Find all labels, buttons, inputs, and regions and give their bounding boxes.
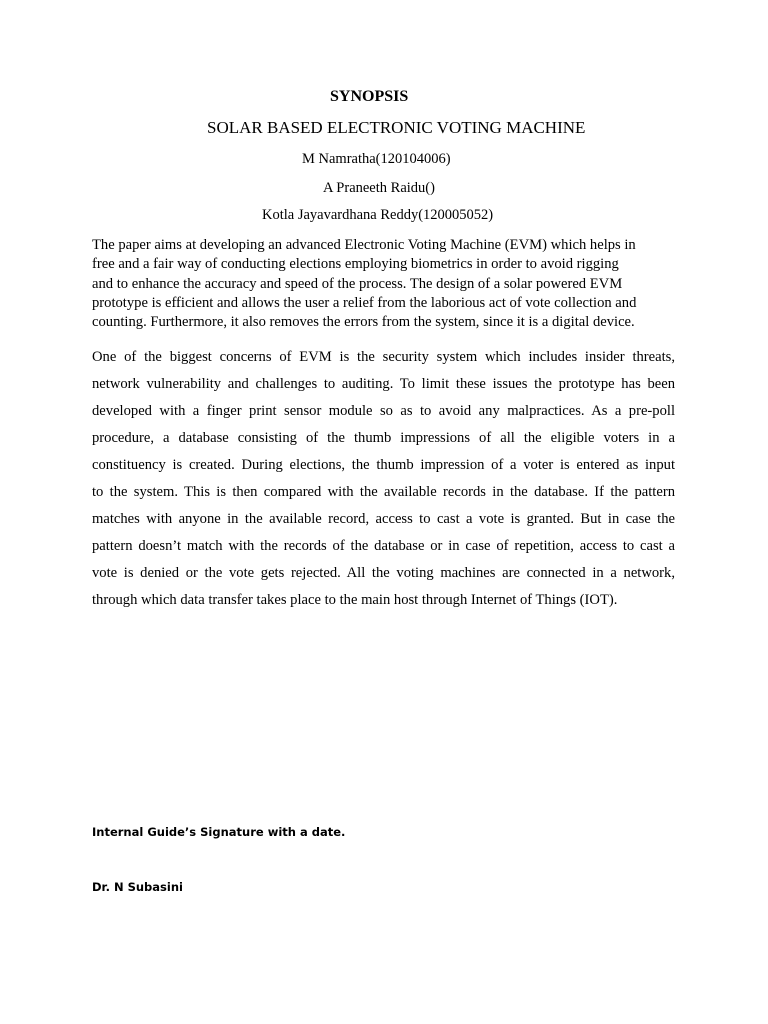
abstract-line: and to enhance the accuracy and speed of the process. The design of a solar powered EVM bbox=[92, 275, 623, 292]
document-heading: SYNOPSIS bbox=[330, 88, 409, 105]
body-line: One of the biggest concerns of EVM is the security system which includes insider threats, bbox=[92, 349, 675, 365]
body-line: vote is denied or the vote gets rejected. All the voting machines are connected in a network, bbox=[92, 565, 675, 581]
body-line: developed with a finger print sensor module so as to avoid any malpractices. As a pre-poll bbox=[92, 403, 675, 419]
signature-label: Internal Guide’s Signature with a date. bbox=[92, 825, 346, 839]
guide-name: Dr. N Subasini bbox=[92, 880, 183, 894]
author-line: M Namratha(120104006) bbox=[302, 151, 451, 167]
abstract-line: The paper aims at developing an advanced Electronic Voting Machine (EVM) which helps in bbox=[92, 237, 636, 253]
author-line: A Praneeth Raidu() bbox=[323, 180, 435, 196]
body-line: through which data transfer takes place to the main host through Internet of Things (IOT). bbox=[92, 592, 618, 608]
abstract-line: free and a fair way of conducting elections employing biometrics in order to avoid rigging bbox=[92, 256, 619, 273]
body-line: procedure, a database consisting of the thumb impressions of all the eligible voters in a bbox=[92, 430, 675, 446]
body-line: to the system. This is then compared with the available records in the database. If the pattern bbox=[92, 484, 675, 500]
author-line: Kotla Jayavardhana Reddy(120005052) bbox=[262, 207, 494, 223]
abstract-line: counting. Furthermore, it also removes the errors from the system, since it is a digital device. bbox=[92, 314, 635, 331]
abstract-paragraph bbox=[92, 236, 682, 332]
document-title: SOLAR BASED ELECTRONIC VOTING MACHINE bbox=[207, 118, 586, 137]
abstract-line: prototype is efficient and allows the user a relief from the laborious act of vote collection and bbox=[92, 294, 637, 311]
body-line: pattern doesn’t match with the records of the database or in case of repetition, access to cast a bbox=[92, 538, 675, 554]
body-line: constituency is created. During elections, the thumb impression of a voter is entered as input bbox=[92, 457, 675, 473]
body-line: matches with anyone in the available record, access to cast a vote is granted. But in case the bbox=[92, 511, 675, 527]
body-paragraph bbox=[92, 344, 675, 614]
body-line: network vulnerability and challenges to auditing. To limit these issues the prototype has been bbox=[92, 376, 675, 392]
